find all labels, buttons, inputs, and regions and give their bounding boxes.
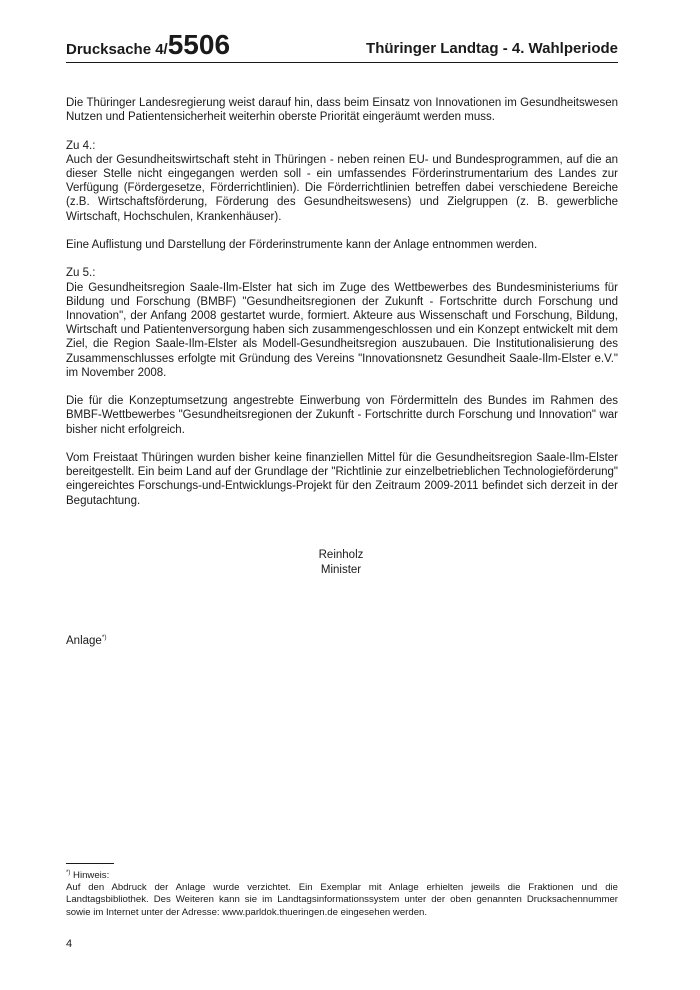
signatory-name: Reinholz	[318, 549, 364, 561]
section-label: Zu 5.:	[66, 267, 96, 280]
footnote-marker: *)	[101, 634, 107, 641]
document-number-value: 5506	[167, 29, 231, 60]
document-body	[66, 96, 618, 522]
document-number	[66, 29, 231, 60]
section-text: Auch der Gesundheitswirtschaft steht in Thüringen - neben reinen EU- und Bundesprogrammen, auf die an dieser Stelle nicht eingegangen werden soll - ein umfassendes Förderinstrumentarium des Landes zur Verfügung (Fördergesetze, Förderrichtlinien). Die Förderrichtlinien betreffen dabei verschiedene Bereiche (z.B. Wirtschaftsförderung, Förderung des Gesundheitswesens) und Zielgruppen (z. B. gewerbliche Wirtschaft, Hochschulen, Krankenhäuser).	[66, 153, 618, 223]
signature-block	[0, 548, 682, 577]
page-number: 4	[66, 938, 73, 950]
footnote-text: Auf den Abdruck der Anlage wurde verzichtet. Ein Exemplar mit Anlage erhielten jeweils die Fraktionen und die Landtagsbibliothek. Des Weiteren kann sie im Landtagsinformationssystem unter der oben genannten Drucksachennummer sowie im Internet unter der Adresse: www.parldok.thueringen.de eingesehen werden.	[66, 882, 618, 918]
footnote-title: Hinweis:	[73, 870, 110, 881]
section-text: Die Gesundheitsregion Saale-Ilm-Elster hat sich im Zuge des Wettbewerbes des Bundesministeriums für Bildung und Forschung (BMBF) "Gesundheitsregionen der Zukunft - Fortschritte durch Forschung und Innovation", der Anfang 2008 gestartet wurde, formiert. Akteure aus Wissenschaft und Forschung, Bildung, Wirtschaft und Patientenversorgung haben sich zusammengeschlossen und ein Konzept entwickelt mit dem Ziel, die Region Saale-Ilm-Elster als Modell-Gesundheitsregion auszubauen. Die Institutionalisierung des Zusammenschlusses erfolgte mit Gründung des Vereins "Innovationsnetz Gesundheit Saale-Ilm-Elster e.V." im November 2008.	[66, 281, 618, 379]
section-zu-4	[66, 139, 618, 224]
paragraph-anlage-reference: Eine Auflistung und Darstellung der Förderinstrumente kann der Anlage entnommen werden.	[66, 239, 538, 251]
attachment-label	[66, 634, 107, 647]
footnote-divider	[66, 863, 114, 864]
paragraph-innovation-notice: Die Thüringer Landesregierung weist darauf hin, dass beim Einsatz von Innovationen im Gesundheitswesen Nutzen und Patientensicherheit weiterhin oberste Priorität eingeräumt werden muss.	[66, 97, 618, 124]
footnote-marker: *)	[66, 870, 71, 876]
footnote-heading	[66, 867, 618, 882]
section-zu-5	[66, 266, 618, 380]
signatory-role: Minister	[320, 563, 362, 576]
page-header	[66, 30, 618, 63]
paragraph-bmbf-result: Die für die Konzeptumsetzung angestrebte Einwerbung von Fördermitteln des Bundes im Rahmen des BMBF-Wettbewerbes "Gesundheitsregionen der Zukunft - Fortschritte durch Forschung und Innovation" war bisher nicht erfolgreich.	[66, 395, 618, 436]
parliament-title: Thüringer Landtag - 4. Wahlperiode	[366, 40, 618, 57]
footnote	[66, 867, 618, 919]
attachment-text: Anlage	[66, 635, 102, 647]
document-number-prefix: Drucksache 4/	[66, 41, 168, 58]
paragraph-funding-status: Vom Freistaat Thüringen wurden bisher keine finanziellen Mittel für die Gesundheitsregion Saale-Ilm-Elster bereitgestellt. Ein beim Land auf der Grundlage der "Richtlinie zur einzelbetrieblichen Technologieförderung" eingereichtes Forschungs-und-Entwicklungs-Projekt für den Zeitraum 2009-2011 befindet sich derzeit in der Begutachtung.	[66, 452, 618, 507]
section-label: Zu 4.:	[66, 139, 96, 152]
